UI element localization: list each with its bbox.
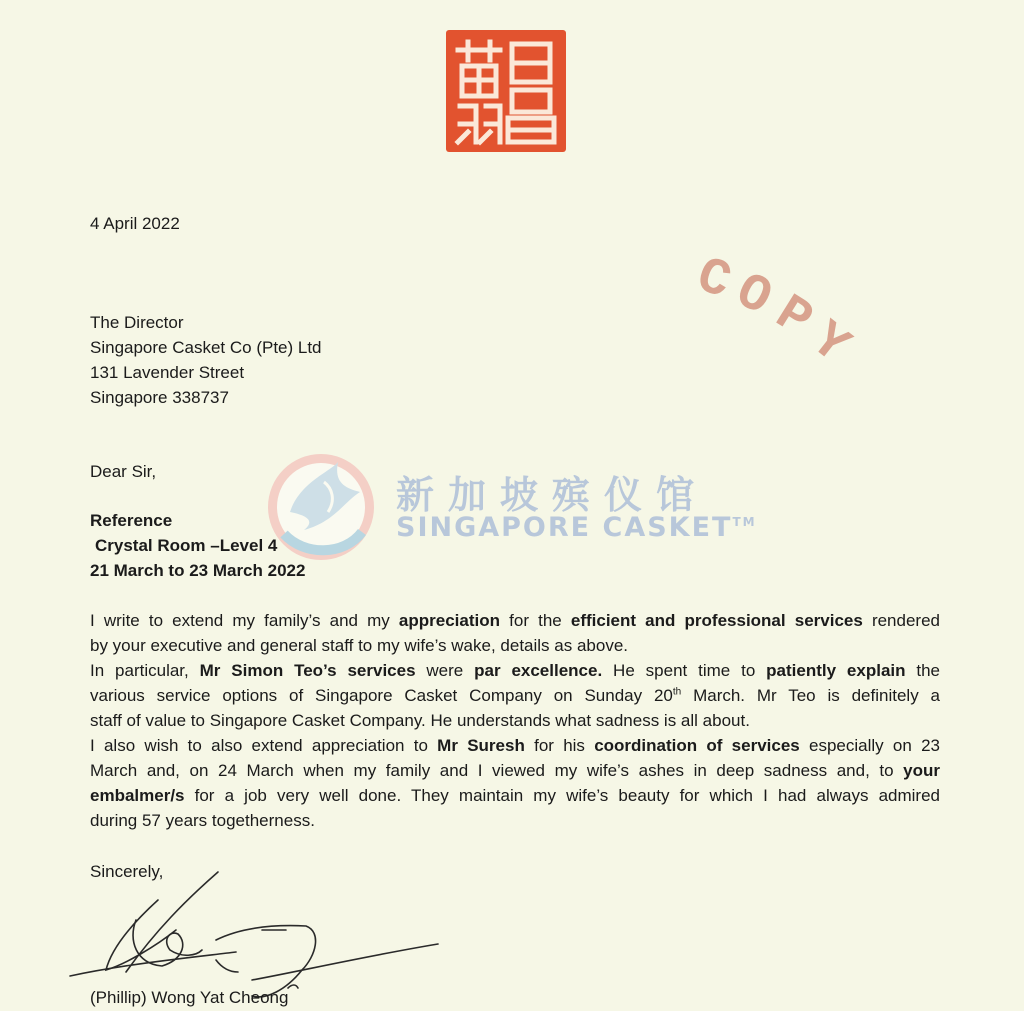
body-line: In particular, Mr Simon Teo’s services were par excellence. He spent time to patiently explain the bbox=[90, 661, 941, 680]
watermark-english-name bbox=[396, 512, 757, 543]
signer-name: (Phillip) Wong Yat Cheong bbox=[90, 988, 289, 1007]
body-line: I write to extend my family’s and my appreciation for the efficient and professional services rendered bbox=[90, 611, 940, 630]
salutation: Dear Sir, bbox=[90, 462, 157, 481]
body-line: March and, on 24 March when my family and I viewed my wife’s ashes in deep sadness and, to your bbox=[90, 761, 940, 780]
recipient-title: The Director bbox=[90, 313, 184, 332]
copy-stamp-letter: O bbox=[726, 262, 781, 329]
watermark-chinese-name: 新加坡殡仪馆 bbox=[396, 473, 709, 517]
red-seal-stamp bbox=[446, 30, 566, 152]
body-line: I also wish to also extend appreciation to Mr Suresh for his coordination of services especially on 23 bbox=[90, 736, 940, 755]
trademark-mark: TM bbox=[732, 515, 757, 529]
reference-dates: 21 March to 23 March 2022 bbox=[90, 561, 306, 580]
body-line: by your executive and general staff to my wife’s wake, details as above. bbox=[90, 636, 628, 655]
recipient-company: Singapore Casket Co (Pte) Ltd bbox=[90, 338, 322, 357]
recipient-street: 131 Lavender Street bbox=[90, 363, 245, 382]
singapore-casket-watermark bbox=[264, 452, 784, 562]
recipient-city: Singapore 338737 bbox=[90, 388, 229, 407]
recipient-address bbox=[90, 310, 322, 410]
body-line: embalmer/s for a job very well done. They maintain my wife’s beauty for which I had always admired bbox=[90, 786, 940, 805]
copy-stamp-letter: C bbox=[688, 246, 739, 313]
seal-glyph-icon bbox=[446, 30, 566, 152]
letter-date: 4 April 2022 bbox=[90, 214, 180, 233]
letter-body bbox=[90, 608, 940, 833]
watermark-english-text: SINGAPORE CASKET bbox=[396, 512, 733, 543]
reference-room: Crystal Room –Level 4 bbox=[95, 536, 278, 555]
copy-stamp-letter: Y bbox=[799, 310, 861, 377]
copy-stamp-letter: P bbox=[764, 284, 823, 351]
body-line: during 57 years togetherness. bbox=[90, 811, 315, 830]
closing: Sincerely, bbox=[90, 862, 164, 881]
reference-block bbox=[90, 508, 305, 583]
reference-label: Reference bbox=[90, 511, 173, 530]
body-line: staff of value to Singapore Casket Company. He understands what sadness is all about. bbox=[90, 711, 750, 730]
body-line: various service options of Singapore Casket Company on Sunday 20th March. Mr Teo is definitely a bbox=[90, 686, 940, 705]
